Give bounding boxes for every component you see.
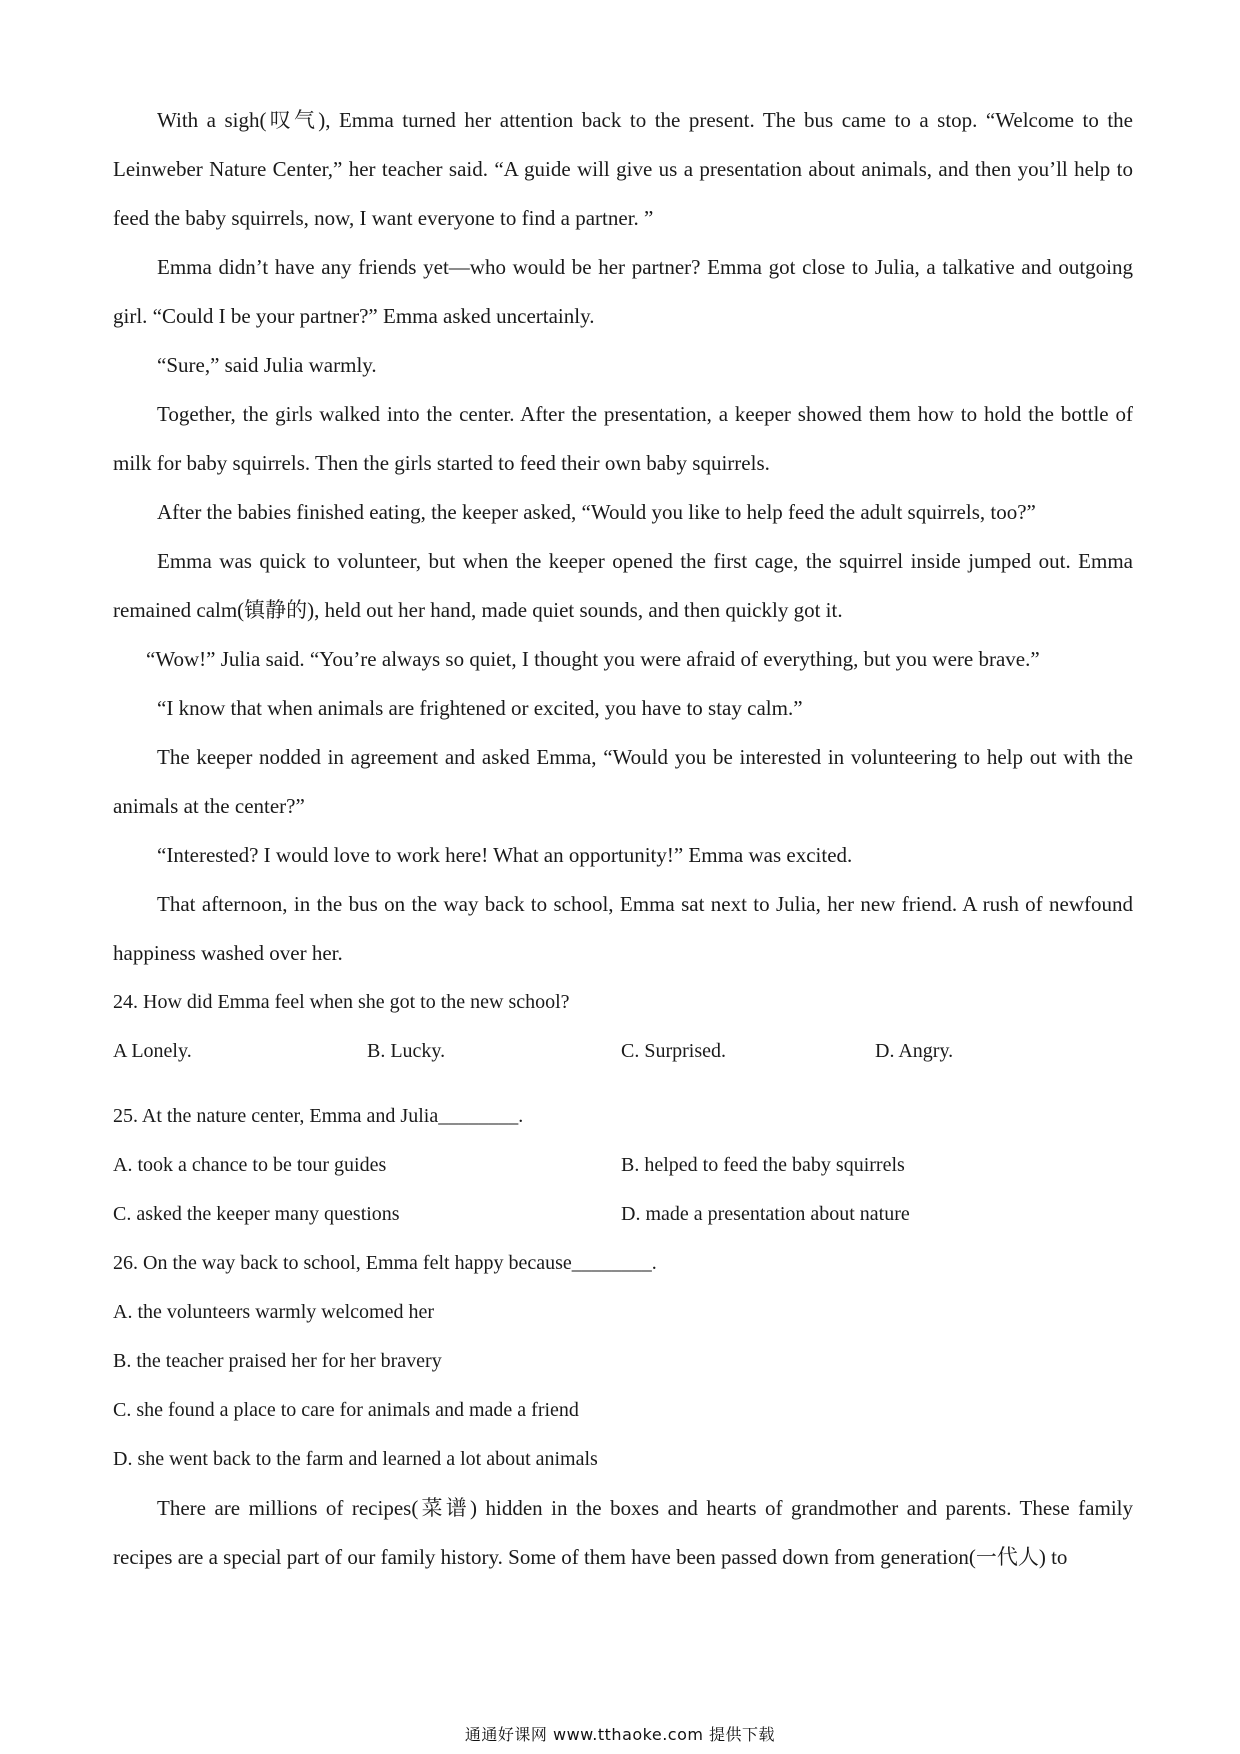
passage1-paragraph-8: “I know that when animals are frightened or excited, you have to stay calm.” <box>157 696 803 720</box>
question-24-option-b: B. Lucky. <box>367 1040 446 1062</box>
passage1-paragraph-9: The keeper nodded in agreement and asked Emma, “Would you be interested in volunteering to help out with the animals at the center?” <box>113 745 1133 818</box>
passage2-paragraph-1: There are millions of recipes(菜谱) hidden in the boxes and hearts of grandmother and parents. These family recipes are a special part of our family history. Some of them have been passed down from generation(一代人) to <box>113 1496 1133 1569</box>
passage1-paragraph-2: Emma didn’t have any friends yet—who would be her partner? Emma got close to Julia, a talkative and outgoing girl. “Could I be your partner?” Emma asked uncertainly. <box>113 255 1133 328</box>
question-26-option-b: B. the teacher praised her for her bravery <box>113 1350 442 1372</box>
question-25-option-a: A. took a chance to be tour guides <box>113 1154 387 1176</box>
question-25-option-d: D. made a presentation about nature <box>621 1203 910 1225</box>
passage1-paragraph-5: After the babies finished eating, the keeper asked, “Would you like to help feed the adult squirrels, too?” <box>157 500 1036 524</box>
spacer <box>113 1076 1133 1092</box>
question-25-options-row-1 <box>113 1141 1133 1190</box>
passage1-paragraph-7: “Wow!” Julia said. “You’re always so quiet, I thought you were afraid of everything, but you were brave.” <box>146 647 1040 671</box>
question-26-stem: 26. On the way back to school, Emma felt happy because________. <box>113 1252 657 1274</box>
passage1-paragraph-3: “Sure,” said Julia warmly. <box>157 353 377 377</box>
question-24-stem: 24. How did Emma feel when she got to the new school? <box>113 991 570 1013</box>
question-24-option-a: A Lonely. <box>113 1040 192 1062</box>
page-footer: 通通好课网 www.tthaoke.com 提供下载 <box>464 1725 776 1744</box>
question-25-option-b: B. helped to feed the baby squirrels <box>621 1154 905 1176</box>
passage1-paragraph-4: Together, the girls walked into the center. After the presentation, a keeper showed them how to hold the bottle of milk for baby squirrels. Then the girls started to feed their own baby squirrels. <box>113 402 1133 475</box>
question-26-option-a: A. the volunteers warmly welcomed her <box>113 1301 435 1323</box>
question-26-option-c: C. she found a place to care for animals and made a friend <box>113 1399 579 1421</box>
question-24-options <box>113 1027 1133 1076</box>
question-25 <box>113 1092 1133 1239</box>
document-page <box>113 96 1133 1582</box>
question-25-stem: 25. At the nature center, Emma and Julia________. <box>113 1105 524 1127</box>
question-24 <box>113 978 1133 1076</box>
passage1-paragraph-10: “Interested? I would love to work here! What an opportunity!” Emma was excited. <box>157 843 853 867</box>
question-26-option-d: D. she went back to the farm and learned a lot about animals <box>113 1448 598 1470</box>
question-24-option-d: D. Angry. <box>875 1040 954 1062</box>
passage1-paragraph-6: Emma was quick to volunteer, but when the keeper opened the first cage, the squirrel inside jumped out. Emma remained calm(镇静的), held out her hand, made quiet sounds, and then quickly got it. <box>113 549 1133 622</box>
question-25-option-c: C. asked the keeper many questions <box>113 1203 400 1225</box>
passage1-paragraph-1: With a sigh(叹气), Emma turned her attention back to the present. The bus came to a stop. “Welcome to the Leinweber Nature Center,” her teacher said. “A guide will give us a presentation about animals, and then you’ll help to feed the baby squirrels, now, I want everyone to find a partner. ” <box>113 108 1133 230</box>
question-24-option-c: C. Surprised. <box>621 1040 726 1062</box>
question-26 <box>113 1239 1133 1484</box>
passage1-paragraph-11: That afternoon, in the bus on the way back to school, Emma sat next to Julia, her new friend. A rush of newfound happiness washed over her. <box>113 892 1133 965</box>
question-25-options-row-2 <box>113 1190 1133 1239</box>
